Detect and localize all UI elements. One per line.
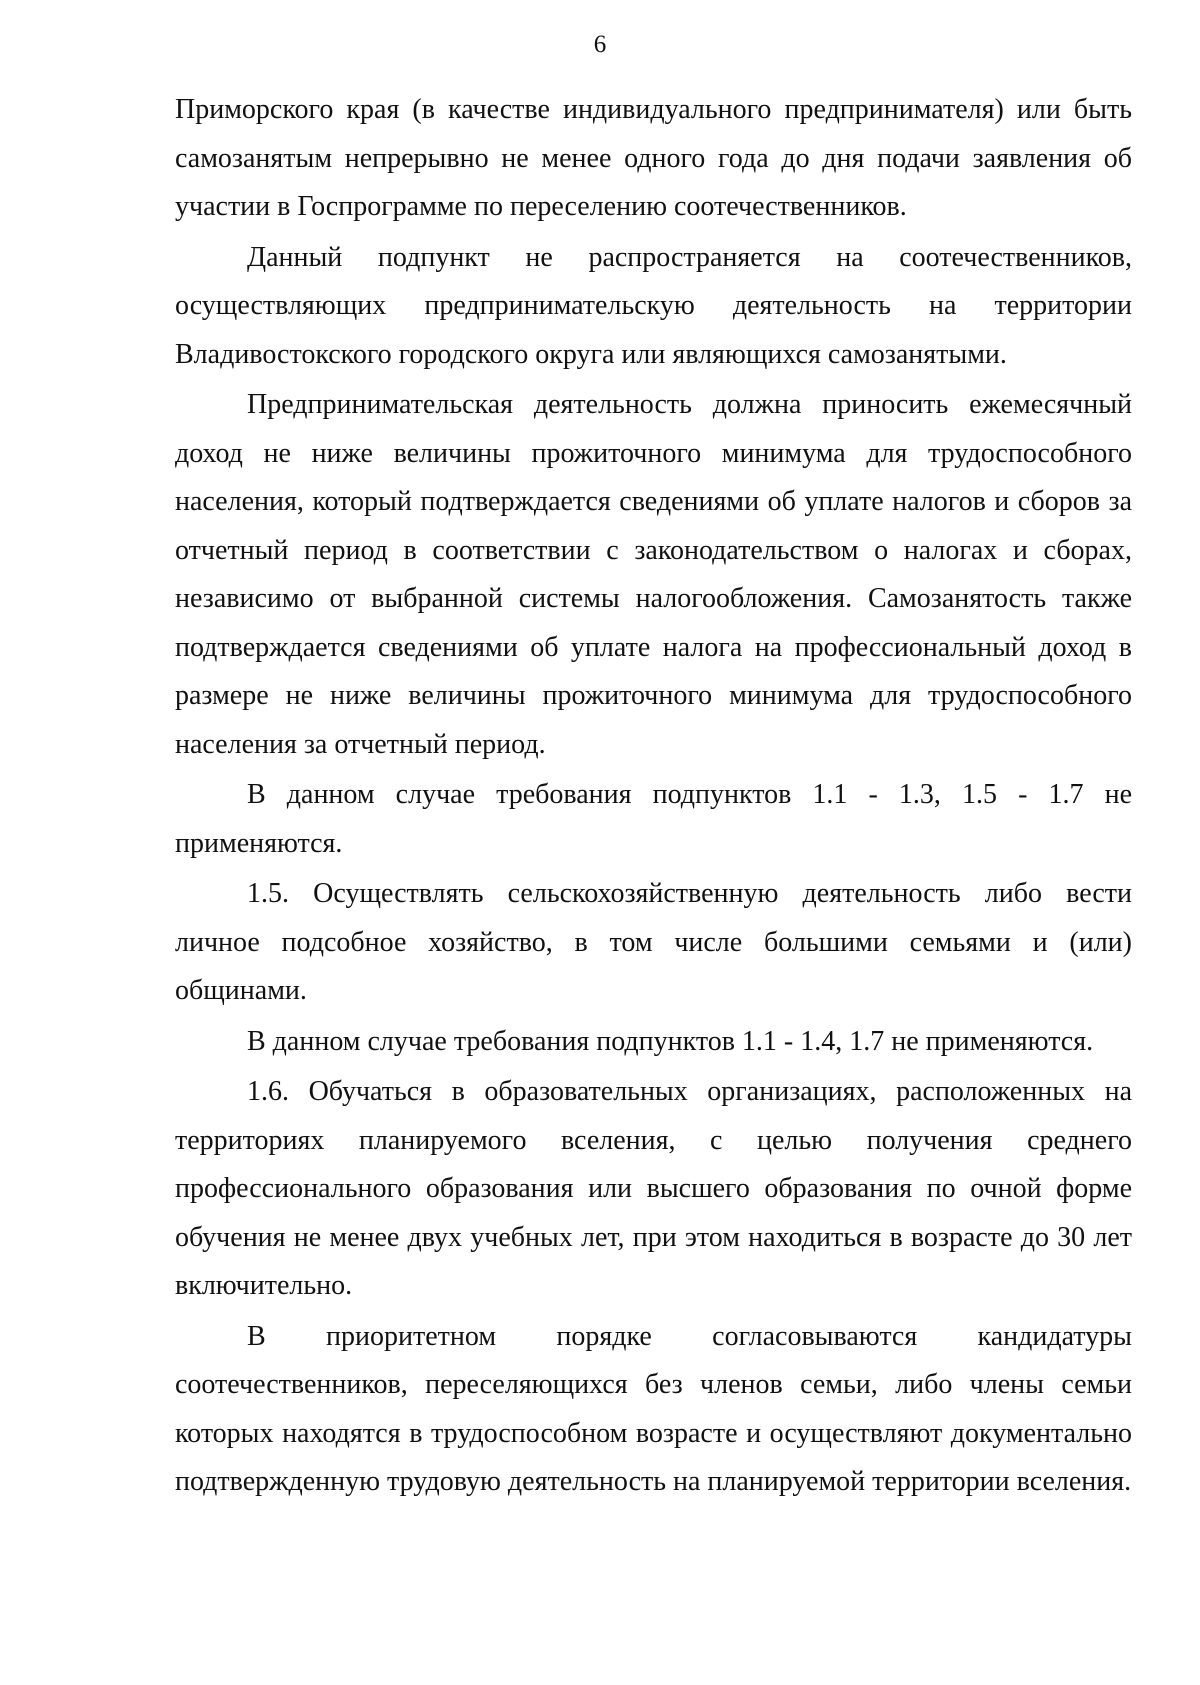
paragraph-item-1-6: 1.6. Обучаться в образовательных организациях, расположенных на территориях планируемого вселения, с целью получения среднего профессионального образования или высшего образования по очной форме обучения не менее двух учебных лет, при этом находиться в возрасте до 30 лет включительно.: [175, 1076, 1132, 1301]
paragraph-requirements-note-1: В данном случае требования подпунктов 1.1 - 1.3, 1.5 - 1.7 не применяются.: [175, 779, 1132, 859]
paragraph-requirements-note-2: В данном случае требования подпунктов 1.1 - 1.4, 1.7 не применяются.: [247, 1025, 1094, 1057]
paragraph-income-requirement: Предпринимательская деятельность должна приносить ежемесячный доход не ниже величины прожиточного минимума для трудоспособного населения, который подтверждается сведениями об уплате налогов и сборов за отчетный период в соответствии с законодательством о налогах и сборах, независимо от выбранной системы налогообложения. Самозанятость также подтверждается сведениями об уплате налога на профессиональный доход в размере не ниже величины прожиточного минимума для трудоспособного населения за отчетный период.: [175, 389, 1132, 760]
page-number: 6: [593, 31, 607, 58]
paragraph-priority: В приоритетном порядке согласовываются кандидатуры соотечественников, переселяющихся без членов семьи, либо члены семьи которых находятся в трудоспособном возрасте и осуществляют документально подтвержденную трудовую деятельность на планируемой территории вселения.: [175, 1320, 1132, 1497]
document-body: [175, 86, 1132, 1507]
paragraph-continuation: Приморского края (в качестве индивидуального предпринимателя) или быть самозанятым непрерывно не менее одного года до дня подачи заявления об участии в Госпрограмме по переселению соотечественников.: [175, 94, 1132, 222]
paragraph-exception: Данный подпункт не распространяется на соотечественников, осуществляющих предпринимательскую деятельность на территории Владивостокского городского округа или являющихся самозанятыми.: [175, 241, 1132, 370]
paragraph-item-1-5: 1.5. Осуществлять сельскохозяйственную деятельность либо вести личное подсобное хозяйство, в том числе большими семьями и (или) общинами.: [175, 878, 1132, 1006]
